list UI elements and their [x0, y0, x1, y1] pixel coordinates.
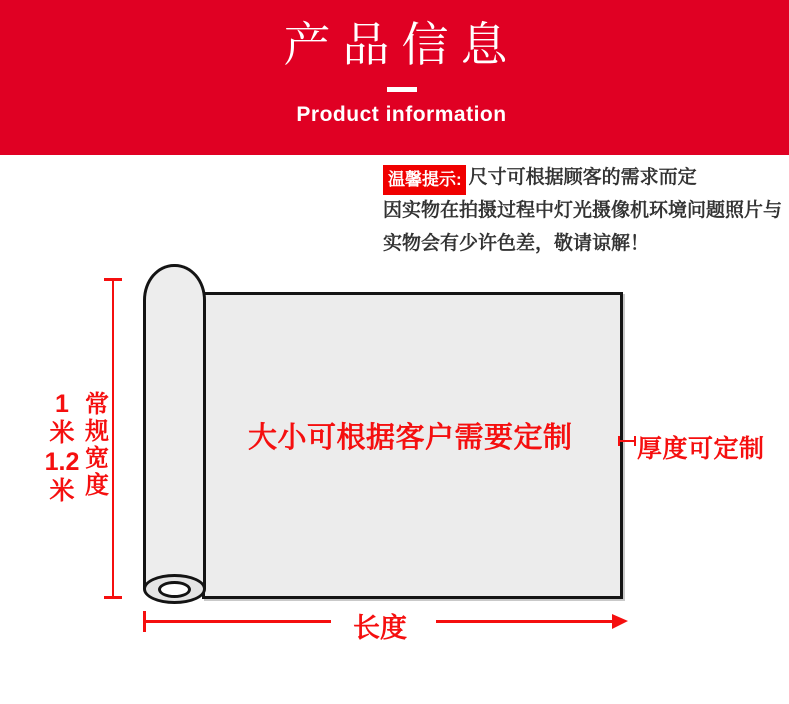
- width-name-char: 度: [85, 472, 109, 499]
- width-value-char: 1.2: [44, 448, 80, 476]
- thickness-marker-cap-right: [634, 436, 636, 446]
- width-value-char: 1: [55, 390, 69, 418]
- header-banner: [0, 0, 789, 155]
- length-label: 长度: [353, 613, 407, 643]
- width-values-label: [42, 390, 82, 506]
- title-divider-dash: [387, 87, 417, 92]
- warm-tip-block: [383, 165, 783, 264]
- width-dimension-cap-bottom: [104, 596, 122, 599]
- tip-line-1-text: 尺寸可根据顾客的需求而定: [468, 167, 697, 188]
- tip-line-2: 因实物在拍摄过程中灯光摄像机环境问题照片与: [383, 200, 783, 221]
- tip-line-1: [383, 165, 778, 198]
- thickness-customizable-note: 厚度可定制: [637, 435, 765, 463]
- width-name-label: [83, 391, 111, 499]
- length-dimension-line-left: [145, 620, 331, 623]
- page-subtitle: Product information: [296, 103, 507, 126]
- width-name-char: 常: [85, 391, 109, 418]
- width-dimension-cap-top: [104, 278, 122, 281]
- size-customizable-note: 大小可根据客户需要定制: [248, 422, 573, 454]
- warm-tip-badge: 温馨提示:: [383, 165, 466, 195]
- length-dimension-line-right: [436, 620, 614, 623]
- roll-core-hole: [158, 581, 191, 598]
- width-dimension-line: [112, 280, 114, 599]
- width-value-char: 米: [49, 477, 75, 505]
- page-title: 产品信息: [283, 18, 520, 73]
- tip-line-3: 实物会有少许色差，敬请谅解！: [383, 233, 650, 254]
- roll-cylinder: [143, 264, 206, 589]
- width-name-char: 规: [85, 418, 109, 445]
- length-dimension-arrowhead-icon: [612, 614, 628, 629]
- width-value-char: 米: [49, 419, 75, 447]
- width-name-char: 宽: [85, 445, 109, 472]
